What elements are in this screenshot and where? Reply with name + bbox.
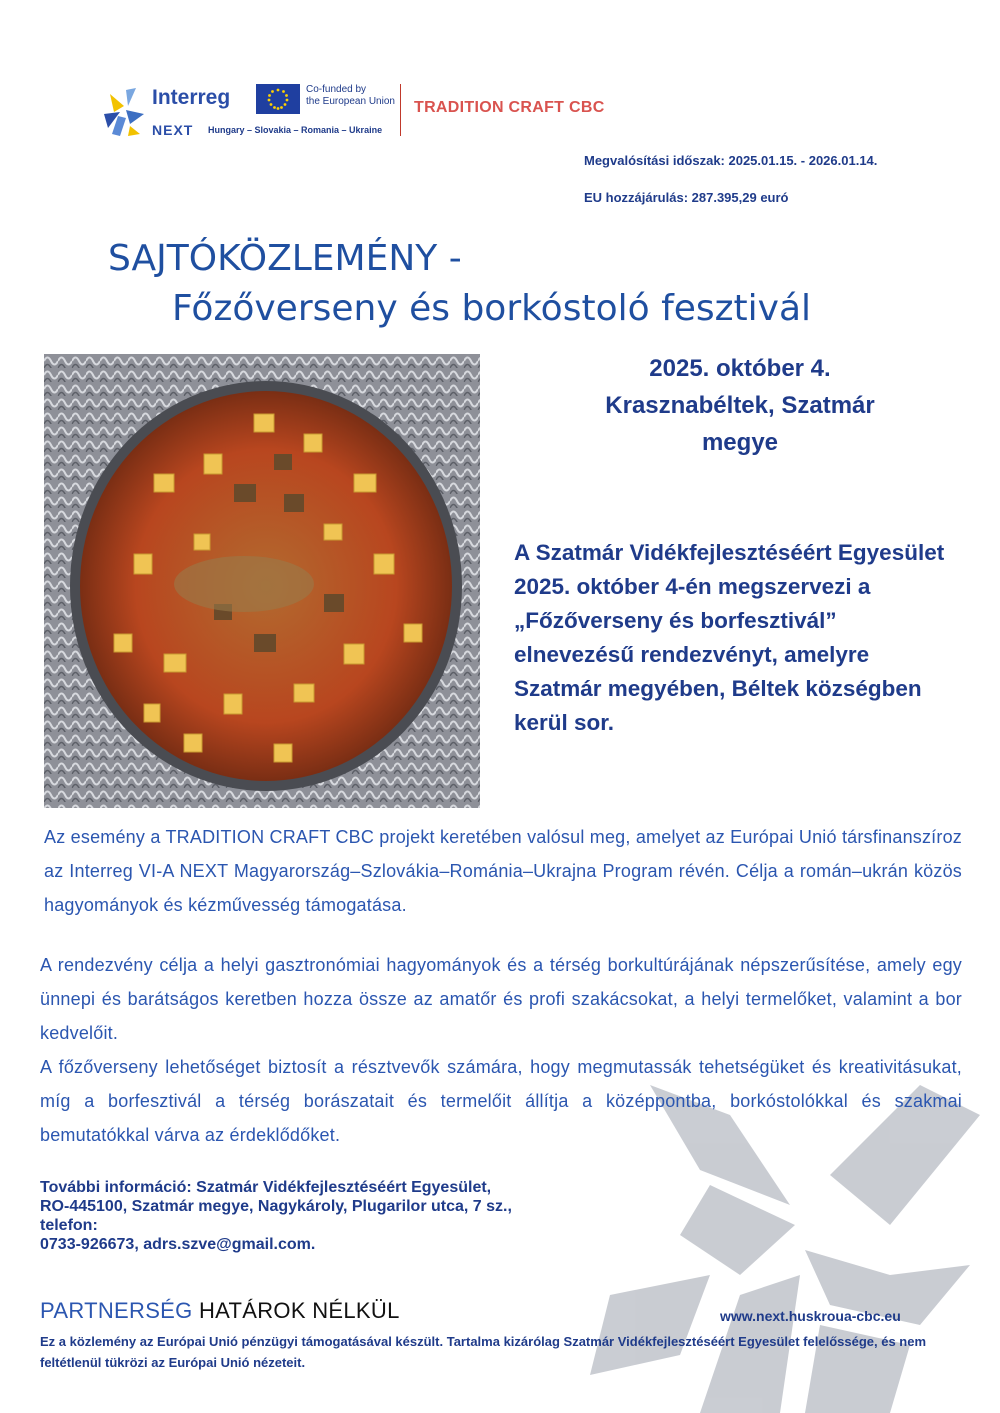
event-place-line2: megye — [701, 429, 779, 456]
body-paragraph-2a: A rendezvény célja a helyi gasztronómiai hagyományok és a térség borkultúrájának népszerűsítése, amely egy ünnepi és barátságos keretben hozza össze az amatőr és profi szakácsokat, a helyi termelőket, valamint a bor kedvelőit. — [40, 955, 962, 1043]
event-info — [540, 350, 940, 461]
next-wordmark: NEXT — [152, 122, 194, 138]
stew-photo — [44, 354, 480, 808]
contact-line1: További információ: Szatmár Vidékfejlesztéséért Egyesület, — [40, 1179, 492, 1196]
next-countries-label: Hungary – Slovakia – Romania – Ukraine — [208, 125, 383, 135]
interreg-next-logo — [100, 80, 410, 142]
interreg-logo-icon — [100, 84, 148, 138]
body-paragraph-2b: A főzőverseny lehetőséget biztosít a résztvevők számára, hogy megmutassák tehetségüket és kreativitásukat, míg a borfesztivál a térség borászatait és termelőit állítja a középpontba, borkóstolókkal és szakmai bemutatókkal várva az érdeklődőket. — [40, 1057, 962, 1145]
contact-info — [40, 1178, 680, 1254]
header-divider — [400, 84, 401, 136]
co-funded-line2: the European Union — [306, 96, 395, 107]
project-name: TRADITION CRAFT CBC — [414, 99, 605, 116]
co-funded-line1: Co-funded by — [306, 84, 367, 95]
contact-line2: RO-445100, Szatmár megye, Nagykároly, Plugarilor utca, 7 sz., — [40, 1198, 512, 1215]
eu-contribution: EU hozzájárulás: 287.395,29 euró — [584, 190, 789, 205]
implementation-period: Megvalósítási időszak: 2025.01.15. - 2026.01.14. — [584, 153, 878, 168]
page-title-line1: SAJTÓKÖZLEMÉNY - — [108, 238, 462, 279]
page-title-line2: Főzőverseny és borkóstoló fesztivál — [172, 288, 812, 329]
slogan-part2: HATÁROK NÉLKÜL — [198, 1298, 400, 1323]
contact-line4: 0733-926673, adrs.szve@gmail.com. — [40, 1236, 316, 1253]
body-paragraph-1: Az esemény a TRADITION CRAFT CBC projekt keretében valósul meg, amelyet az Európai Unió társfinanszíroz az Interreg VI-A NEXT Magyarország–Szlovákia–Románia–Ukrajna Program révén. Célja a román–ukrán közös hagyományok és kézművesség támogatása. — [44, 827, 962, 915]
co-funded-label — [306, 84, 406, 108]
eu-flag-icon — [256, 84, 300, 114]
partnership-slogan — [40, 1298, 400, 1324]
lead-paragraph: A Szatmár Vidékfejlesztéséért Egyesület 2025. október 4-én megszervezi a „Főzőverseny és borfesztivál” elnevezésű rendezvényt, amelyre Szatmár megyében, Béltek községben kerül sor. — [514, 540, 945, 735]
body-paragraph-2 — [40, 948, 962, 1152]
slogan-part1: PARTNERSÉG — [40, 1298, 193, 1323]
interreg-wordmark: Interreg — [152, 86, 231, 109]
contact-line3: telefon: — [40, 1217, 98, 1234]
event-date: 2025. október 4. — [649, 355, 831, 382]
eu-disclaimer: Ez a közlemény az Európai Unió pénzügyi támogatásával készült. Tartalma kizárólag Szatmár Vidékfejlesztéséért Egyesület felelőssége, és nem feltétlenül tükrözi az Európai Unió nézeteit. — [40, 1334, 927, 1370]
event-place-line1: Krasznabéltek, Szatmár — [605, 392, 875, 419]
website-link[interactable]: www.next.huskroua-cbc.eu — [720, 1308, 901, 1324]
